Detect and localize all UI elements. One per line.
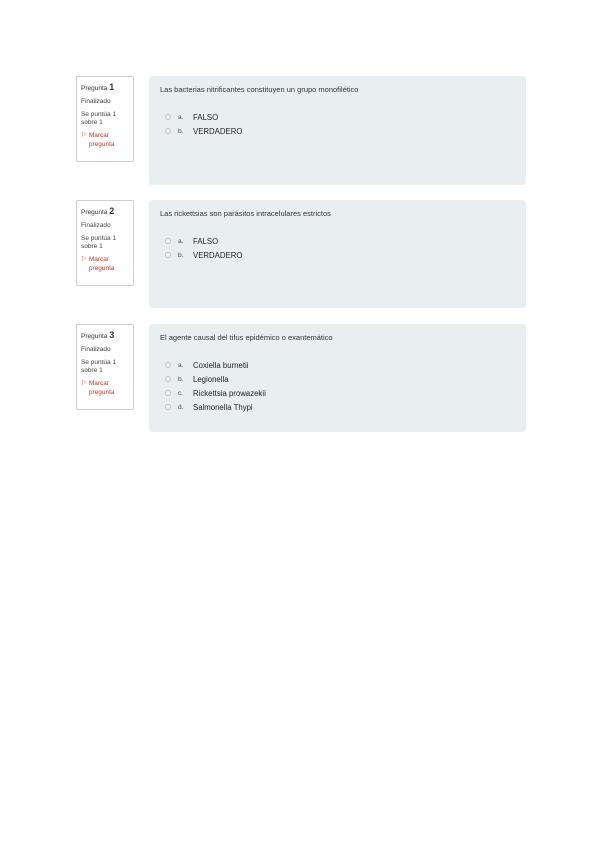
radio-button[interactable] [165,238,171,244]
question-info-panel [76,324,134,410]
question-grade: Se puntúa 1 sobre 1 [81,234,117,251]
radio-button[interactable] [165,252,171,258]
answer-list [160,110,515,138]
question-state: Finalizado [81,221,111,229]
answer-list [160,358,515,414]
question-grade: Se puntúa 1 sobre 1 [81,358,117,375]
radio-button[interactable] [165,390,171,396]
question-text: Las rickettsias son parásitos intracelulares estrictos [160,209,331,218]
flag-icon: ⚐ [81,380,87,388]
answer-option[interactable]: a. FALSO [160,234,515,248]
question-content [149,324,526,432]
answer-list [160,234,515,262]
answer-option[interactable]: c. Rickettsia prowazekii [160,386,515,400]
question-state: Finalizado [81,97,111,105]
flag-question-link[interactable]: ⚐ Marcar pregunta [81,256,115,272]
question-number-label: Pregunta 3 [81,330,115,340]
question-info-panel [76,200,134,286]
radio-button[interactable] [165,362,171,368]
flag-icon: ⚐ [81,132,87,140]
question-text: El agente causal del tifus epidémico o exantemático [160,333,333,342]
question-number-label: Pregunta 2 [81,206,115,216]
radio-button[interactable] [165,376,171,382]
question-number-label: Pregunta 1 [81,82,115,92]
answer-option[interactable]: b. VERDADERO [160,248,515,262]
question-state: Finalizado [81,345,111,353]
radio-button[interactable] [165,114,171,120]
question-content [149,200,526,308]
question-text: Las bacterias nitrificantes constituyen un grupo monofilético [160,85,359,94]
flag-question-link[interactable]: ⚐ Marcar pregunta [81,132,115,148]
question-content [149,76,526,185]
radio-button[interactable] [165,128,171,134]
flag-question-link[interactable]: ⚐ Marcar pregunta [81,380,115,396]
answer-option[interactable]: b. Legionella [160,372,515,386]
answer-option[interactable]: a. Coxiella burnetii [160,358,515,372]
question-grade: Se puntúa 1 sobre 1 [81,110,117,127]
answer-option[interactable]: a. FALSO [160,110,515,124]
radio-button[interactable] [165,404,171,410]
question-info-panel [76,76,134,162]
flag-icon: ⚐ [81,256,87,264]
answer-option[interactable]: d. Salmonella Thypi [160,400,515,414]
answer-option[interactable]: b. VERDADERO [160,124,515,138]
